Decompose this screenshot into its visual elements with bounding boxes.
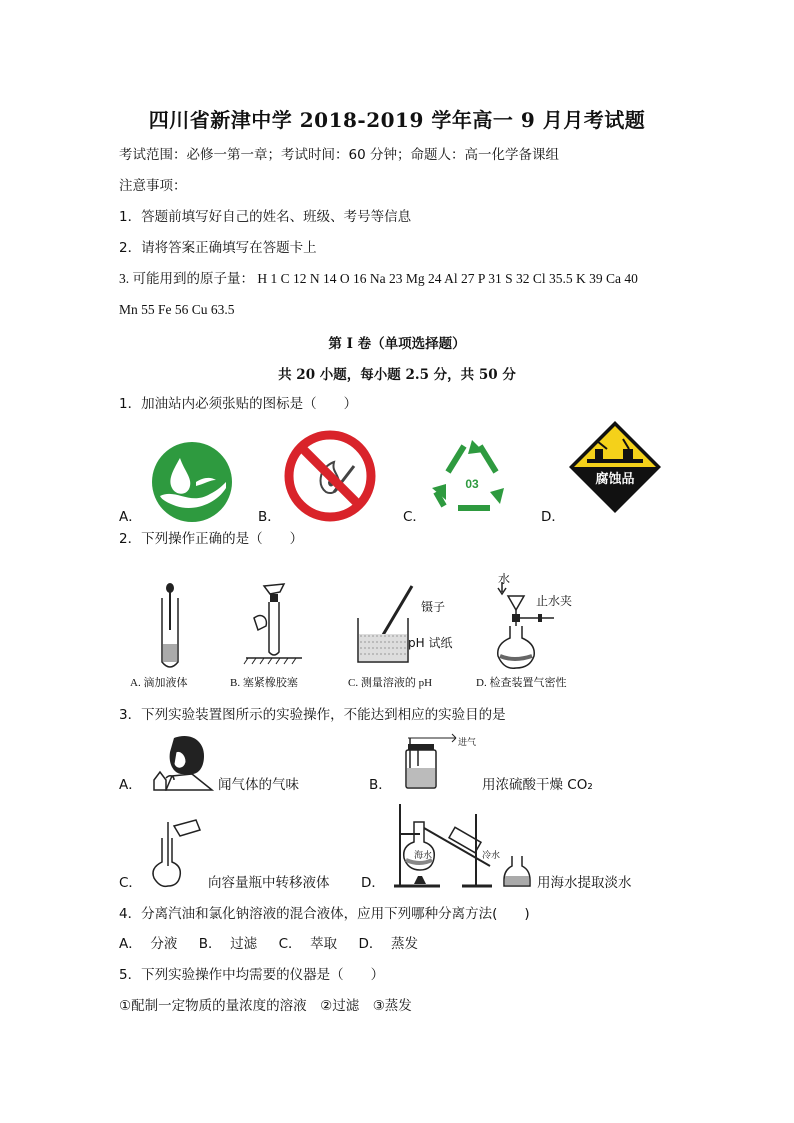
q2-caption-c: C. 测量溶液的 pH [348,677,433,689]
q3-option-a-letter: A． [119,777,142,793]
section-subtitle: 共 20 小题，每小题 2.5 分，共 50 分 [278,367,516,383]
stopper-figure [244,582,304,672]
no-fire-icon [284,430,376,522]
cold-water-label: 冷水 [482,851,501,861]
ph-test-figure [356,584,416,668]
question-4-stem: 4．分离汽油和氯化钠溶液的混合液体，应用下列哪种分离方法( ) [119,906,530,922]
q1-option-b: B． [258,509,281,525]
dropper-tube-figure [150,582,190,672]
q3-option-b-text: 用浓硫酸干燥 CO₂ [482,777,593,793]
q1-option-a: A． [119,509,142,525]
q2-caption-d: D. 检查装置气密性 [476,677,567,689]
q3-option-a-text: 闻气体的气味 [218,777,299,793]
gas-in-label: 进气 [458,738,477,748]
q2-caption-a: A. 滴加液体 [130,677,188,689]
corrosive-label: 腐蚀品 [595,472,635,487]
water-label: 水 [498,572,511,586]
q3-option-c-letter: C． [119,875,142,891]
smelling-gas-figure [152,734,214,792]
recycle-code: 03 [465,477,479,491]
section-title: 第 I 卷（单项选择题） [328,336,466,352]
question-5-items: ①配制一定物质的量浓度的溶液 ②过滤 ③蒸发 [119,998,412,1014]
distillation-figure [392,800,538,890]
notice-heading: 注意事项： [119,178,187,194]
tweezers-label: 镊子 [421,600,446,614]
seawater-label: 海水 [414,851,433,861]
q3-option-b-letter: B． [369,777,392,793]
ph-paper-label: pH 试纸 [408,636,453,650]
question-4-options: A． 分液 B． 过滤 C． 萃取 D． 蒸发 [119,936,419,952]
q3-option-c-text: 向容量瓶中转移液体 [208,875,330,891]
volumetric-flask-figure [152,818,212,888]
notice-3-cont: Mn 55 Fe 56 Cu 63.5 [119,302,235,317]
corrosive-icon [567,419,663,515]
page-title: 四川省新津中学 2018-2019 学年高一 9 月月考试题 [148,108,646,132]
q3-option-d-letter: D． [361,875,385,891]
water-saving-icon [150,440,234,524]
clamp-label: 止水夹 [536,594,573,608]
question-2-stem: 2．下列操作正确的是（ ） [119,531,304,547]
notice-2: 2．请将答案正确填写在答题卡上 [119,240,317,256]
notice-3: 3. 可能用到的原子量： H 1 C 12 N 14 O 16 Na 23 Mg 24 Al 27 P 31 S 32 Cl 35.5 K 39 Ca 40 [119,271,638,286]
question-1-stem: 1．加油站内必须张贴的图标是（ ） [119,396,358,412]
q2-caption-b: B. 塞紧橡胶塞 [230,677,298,689]
q1-option-d: D． [541,509,565,525]
q3-option-d-text: 用海水提取淡水 [537,875,632,891]
notice-1: 1．答题前填写好自己的姓名、班级、考号等信息 [119,209,412,225]
exam-meta: 考试范围：必修一第一章；考试时间：60 分钟；命题人：高一化学备课组 [119,147,559,163]
recycle-icon [428,438,516,518]
q1-option-c: C． [403,509,426,525]
question-3-stem: 3．下列实验装置图所示的实验操作，不能达到相应的实验目的是 [119,707,506,723]
question-5-stem: 5．下列实验操作中均需要的仪器是（ ） [119,967,385,983]
